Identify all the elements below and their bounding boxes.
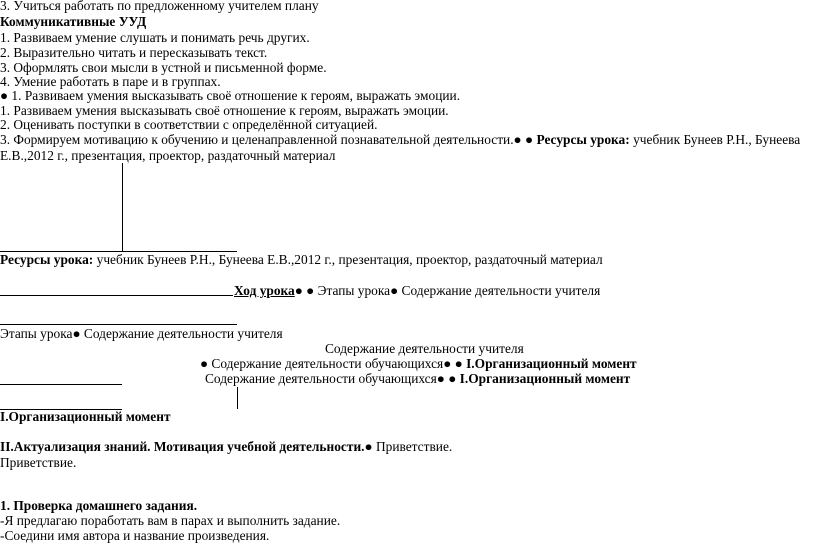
text-segment: 3. Формируем мотивацию к обучению и целенаправленной познавательной деятельности.● ● <box>0 132 537 147</box>
text-line: 1. Развиваем умения высказывать своё отношение к героям, выражать эмоции. <box>0 103 449 118</box>
section-heading: Коммуникативные УУД <box>0 14 147 29</box>
text-line <box>0 132 800 148</box>
text-segment: учебник Бунеев Р.Н., Бунеева <box>629 132 801 147</box>
text-line: -Соедини имя автора и название произведения. <box>0 528 270 543</box>
table-border <box>0 324 237 325</box>
text-line: 1. Развиваем умение слушать и понимать речь других. <box>0 30 310 45</box>
resources-label: Ресурсы урока: <box>0 252 94 267</box>
resources-label: Ресурсы урока: <box>536 132 630 147</box>
text-line: -Я предлагаю поработать вам в парах и выполнить задание. <box>0 513 341 528</box>
text-segment: Содержание деятельности обучающихся● ● <box>205 371 460 386</box>
text-segment: учебник Бунеев Р.Н., Бунеева Е.В.,2012 г., презентация, проектор, раздаточный материал <box>93 252 603 267</box>
text-line: Приветствие. <box>0 455 77 470</box>
stage-heading: II.Актуализация знаний. Мотивация учебной деятельности. <box>0 439 365 454</box>
text-line: 2. Выразительно читать и пересказывать текст. <box>0 45 268 60</box>
text-segment: ● Содержание деятельности обучающихся● ● <box>200 356 467 371</box>
text-line: Е.В.,2012 г., презентация, проектор, раздаточный материал <box>0 148 336 163</box>
lesson-progress-heading: Ход урока <box>234 283 295 298</box>
subsection-heading: 1. Проверка домашнего задания. <box>0 498 198 513</box>
text-line: 3. Учиться работать по предложенному учителем плану <box>0 0 319 13</box>
text-line: 2. Оценивать поступки в соответствии с определённой ситуацией. <box>0 117 378 132</box>
text-line <box>234 283 600 299</box>
text-line: Этапы урока● Содержание деятельности учителя <box>0 326 283 341</box>
table-border <box>0 384 122 385</box>
stage-heading: I.Организационный момент <box>0 409 171 424</box>
text-segment: ● ● Этапы урока● Содержание деятельности учителя <box>294 283 601 298</box>
text-line: ● 1. Развиваем умения высказывать своё отношение к героям, выражать эмоции. <box>0 88 461 103</box>
table-border <box>122 163 123 251</box>
text-line <box>0 439 452 455</box>
text-line: Содержание деятельности учителя <box>325 341 524 356</box>
stage-heading: I.Организационный момент <box>466 356 637 371</box>
text-line <box>0 252 603 268</box>
text-line: 4. Умение работать в паре и в группах. <box>0 74 221 89</box>
table-border <box>237 387 238 409</box>
text-line: 3. Оформлять свои мысли в устной и письменной форме. <box>0 60 327 75</box>
text-segment: ● Приветствие. <box>364 439 453 454</box>
table-border <box>0 295 233 296</box>
text-line <box>205 371 630 387</box>
text-line <box>200 356 637 372</box>
stage-heading: I.Организационный момент <box>459 371 631 386</box>
